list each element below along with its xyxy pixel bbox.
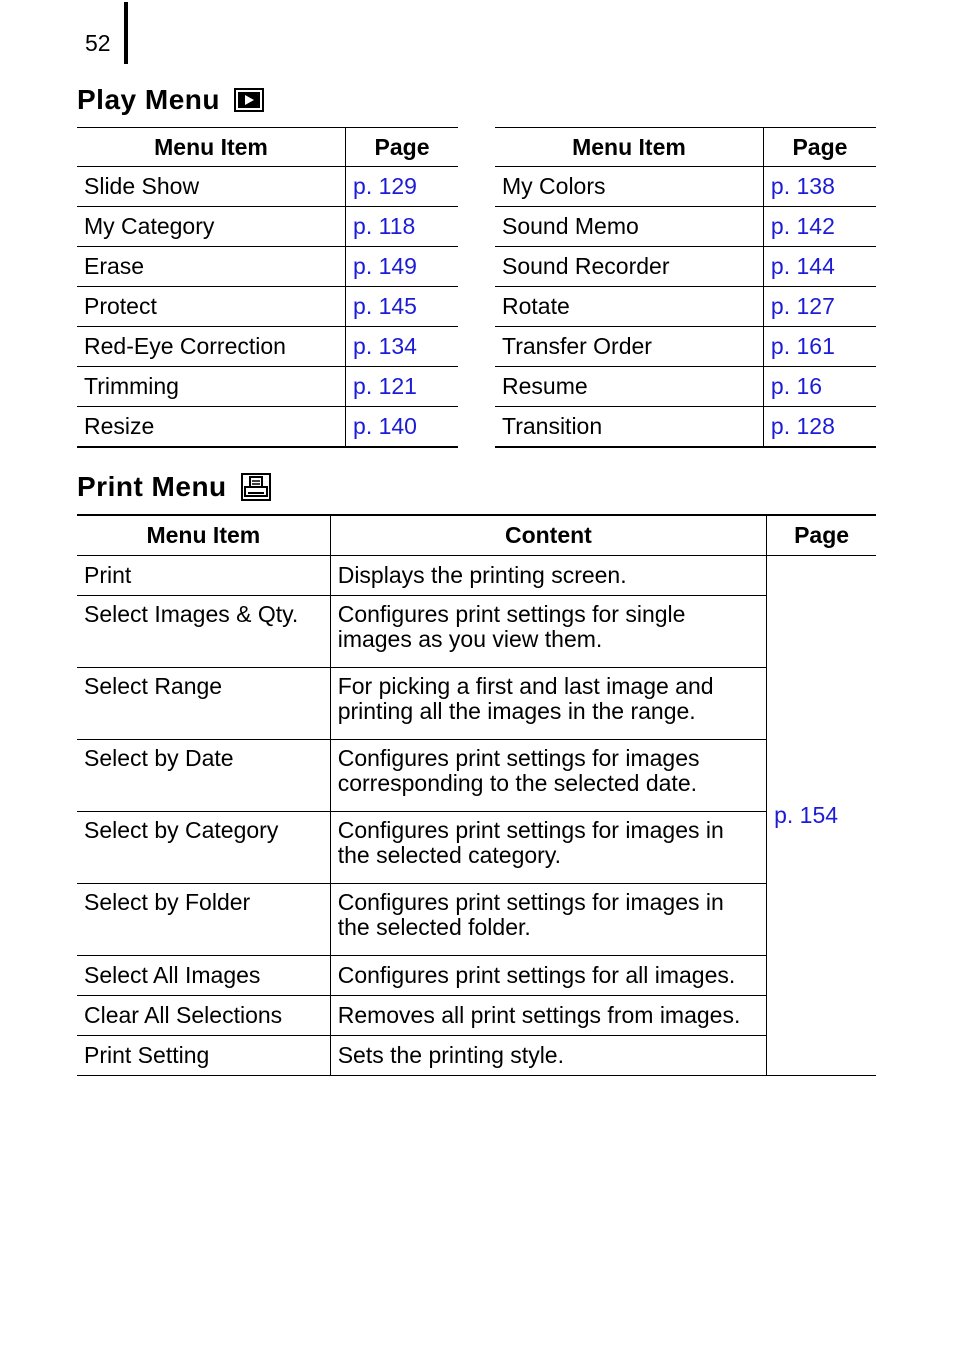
print-menu-title: Print Menu xyxy=(77,471,227,502)
content-line: Configures print settings for images in xyxy=(337,817,724,843)
page-link[interactable]: p. 145 xyxy=(353,293,417,319)
table-row xyxy=(495,367,876,407)
page-cell xyxy=(346,327,458,367)
table-row xyxy=(77,287,458,327)
menu-item-cell: Erase xyxy=(77,247,346,287)
page-link[interactable]: p. 134 xyxy=(353,333,417,359)
content-cell xyxy=(330,596,766,668)
page-link[interactable]: p. 140 xyxy=(353,413,417,439)
page-link[interactable]: p. 121 xyxy=(353,373,417,399)
play-menu-table-left xyxy=(77,127,458,448)
page-cell xyxy=(346,247,458,287)
page-cell xyxy=(763,327,876,367)
menu-item-cell: My Colors xyxy=(495,167,763,207)
table-row xyxy=(77,596,876,668)
menu-item-cell: Transfer Order xyxy=(495,327,763,367)
content-cell xyxy=(330,812,766,884)
column-header-page: Page xyxy=(346,128,458,167)
table-row xyxy=(77,1036,876,1076)
menu-item-cell: Resize xyxy=(77,407,346,448)
page-link[interactable]: p. 154 xyxy=(774,802,839,828)
menu-item-cell: Red-Eye Correction xyxy=(77,327,346,367)
content-cell xyxy=(330,556,766,596)
content-cell xyxy=(330,884,766,956)
page-link[interactable]: p. 16 xyxy=(770,373,823,399)
page-number-rule xyxy=(124,2,128,64)
menu-item-cell: Print Setting xyxy=(77,1036,330,1076)
table-row xyxy=(77,207,458,247)
table-row xyxy=(495,247,876,287)
table-row xyxy=(77,996,876,1036)
content-line: Displays the printing screen. xyxy=(337,562,627,588)
play-menu-title: Play Menu xyxy=(77,84,220,115)
page-cell xyxy=(763,207,876,247)
content-line: Removes all print settings from images. xyxy=(337,1002,741,1028)
menu-item-cell: Select by Folder xyxy=(77,884,330,956)
table-header-row xyxy=(77,515,876,556)
table-header-row xyxy=(495,128,876,167)
column-header-menu-item: Menu Item xyxy=(77,515,330,556)
content-line: the selected category. xyxy=(337,842,562,868)
menu-item-cell: Protect xyxy=(77,287,346,327)
menu-item-cell: Transition xyxy=(495,407,763,448)
page-cell xyxy=(763,247,876,287)
content-line: Configures print settings for images xyxy=(337,745,700,771)
content-cell xyxy=(330,1036,766,1076)
content-cell xyxy=(330,668,766,740)
menu-item-cell: Print xyxy=(77,556,330,596)
table-row xyxy=(77,247,458,287)
column-header-menu-item: Menu Item xyxy=(495,128,763,167)
menu-item-cell: Sound Memo xyxy=(495,207,763,247)
table-row xyxy=(77,740,876,812)
table-row xyxy=(495,287,876,327)
content-line: corresponding to the selected date. xyxy=(337,770,697,796)
content-cell xyxy=(330,996,766,1036)
menu-item-cell: Select by Date xyxy=(77,740,330,812)
table-row xyxy=(495,327,876,367)
page-cell xyxy=(763,287,876,327)
content-line: the selected folder. xyxy=(337,914,531,940)
print-menu-table xyxy=(77,514,876,1076)
table-row xyxy=(495,167,876,207)
table-row xyxy=(77,956,876,996)
play-menu-table-right xyxy=(495,127,876,448)
content-line: Sets the printing style. xyxy=(337,1042,564,1068)
content-line: Configures print settings for all images. xyxy=(337,962,736,988)
print-icon xyxy=(241,473,271,501)
page-cell xyxy=(767,556,876,1076)
table-row xyxy=(77,167,458,207)
menu-item-cell: Trimming xyxy=(77,367,346,407)
table-row xyxy=(77,367,458,407)
page-link[interactable]: p. 128 xyxy=(770,413,835,439)
page-link[interactable]: p. 127 xyxy=(770,293,835,319)
table-row xyxy=(495,207,876,247)
column-header-menu-item: Menu Item xyxy=(77,128,346,167)
page-link[interactable]: p. 149 xyxy=(353,253,417,279)
page-link[interactable]: p. 138 xyxy=(770,173,835,199)
play-icon xyxy=(234,88,264,112)
column-header-content: Content xyxy=(330,515,766,556)
content-line: images as you view them. xyxy=(337,626,603,652)
table-row xyxy=(495,407,876,448)
menu-item-cell: Rotate xyxy=(495,287,763,327)
page-link[interactable]: p. 142 xyxy=(770,213,835,239)
page-number: 52 xyxy=(85,30,111,56)
page-cell xyxy=(346,407,458,448)
table-row xyxy=(77,407,458,448)
content-cell xyxy=(330,956,766,996)
menu-item-cell: Sound Recorder xyxy=(495,247,763,287)
print-menu-heading xyxy=(77,471,271,503)
table-row xyxy=(77,812,876,884)
menu-item-cell: Resume xyxy=(495,367,763,407)
page-cell xyxy=(763,367,876,407)
menu-item-cell: My Category xyxy=(77,207,346,247)
menu-item-cell: Select by Category xyxy=(77,812,330,884)
menu-item-cell: Select Images & Qty. xyxy=(77,596,330,668)
content-line: Configures print settings for images in xyxy=(337,889,724,915)
content-line: Configures print settings for single xyxy=(337,601,686,627)
content-line: printing all the images in the range. xyxy=(337,698,696,724)
menu-item-cell: Clear All Selections xyxy=(77,996,330,1036)
content-line: For picking a first and last image and xyxy=(337,673,714,699)
page-cell xyxy=(763,407,876,448)
table-row xyxy=(77,668,876,740)
play-menu-heading xyxy=(77,84,264,116)
page-cell xyxy=(346,167,458,207)
page-cell xyxy=(346,287,458,327)
menu-item-cell: Slide Show xyxy=(77,167,346,207)
column-header-page: Page xyxy=(763,128,876,167)
menu-item-cell: Select Range xyxy=(77,668,330,740)
page-link[interactable]: p. 161 xyxy=(770,333,835,359)
page-cell xyxy=(346,207,458,247)
page-cell xyxy=(763,167,876,207)
menu-item-cell: Select All Images xyxy=(77,956,330,996)
table-row xyxy=(77,884,876,956)
column-header-page: Page xyxy=(767,515,876,556)
page-cell xyxy=(346,367,458,407)
table-row xyxy=(77,327,458,367)
page-link[interactable]: p. 129 xyxy=(353,173,417,199)
table-header-row xyxy=(77,128,458,167)
table-row xyxy=(77,556,876,596)
page-link[interactable]: p. 118 xyxy=(353,213,416,239)
page-link[interactable]: p. 144 xyxy=(770,253,835,279)
content-cell xyxy=(330,740,766,812)
